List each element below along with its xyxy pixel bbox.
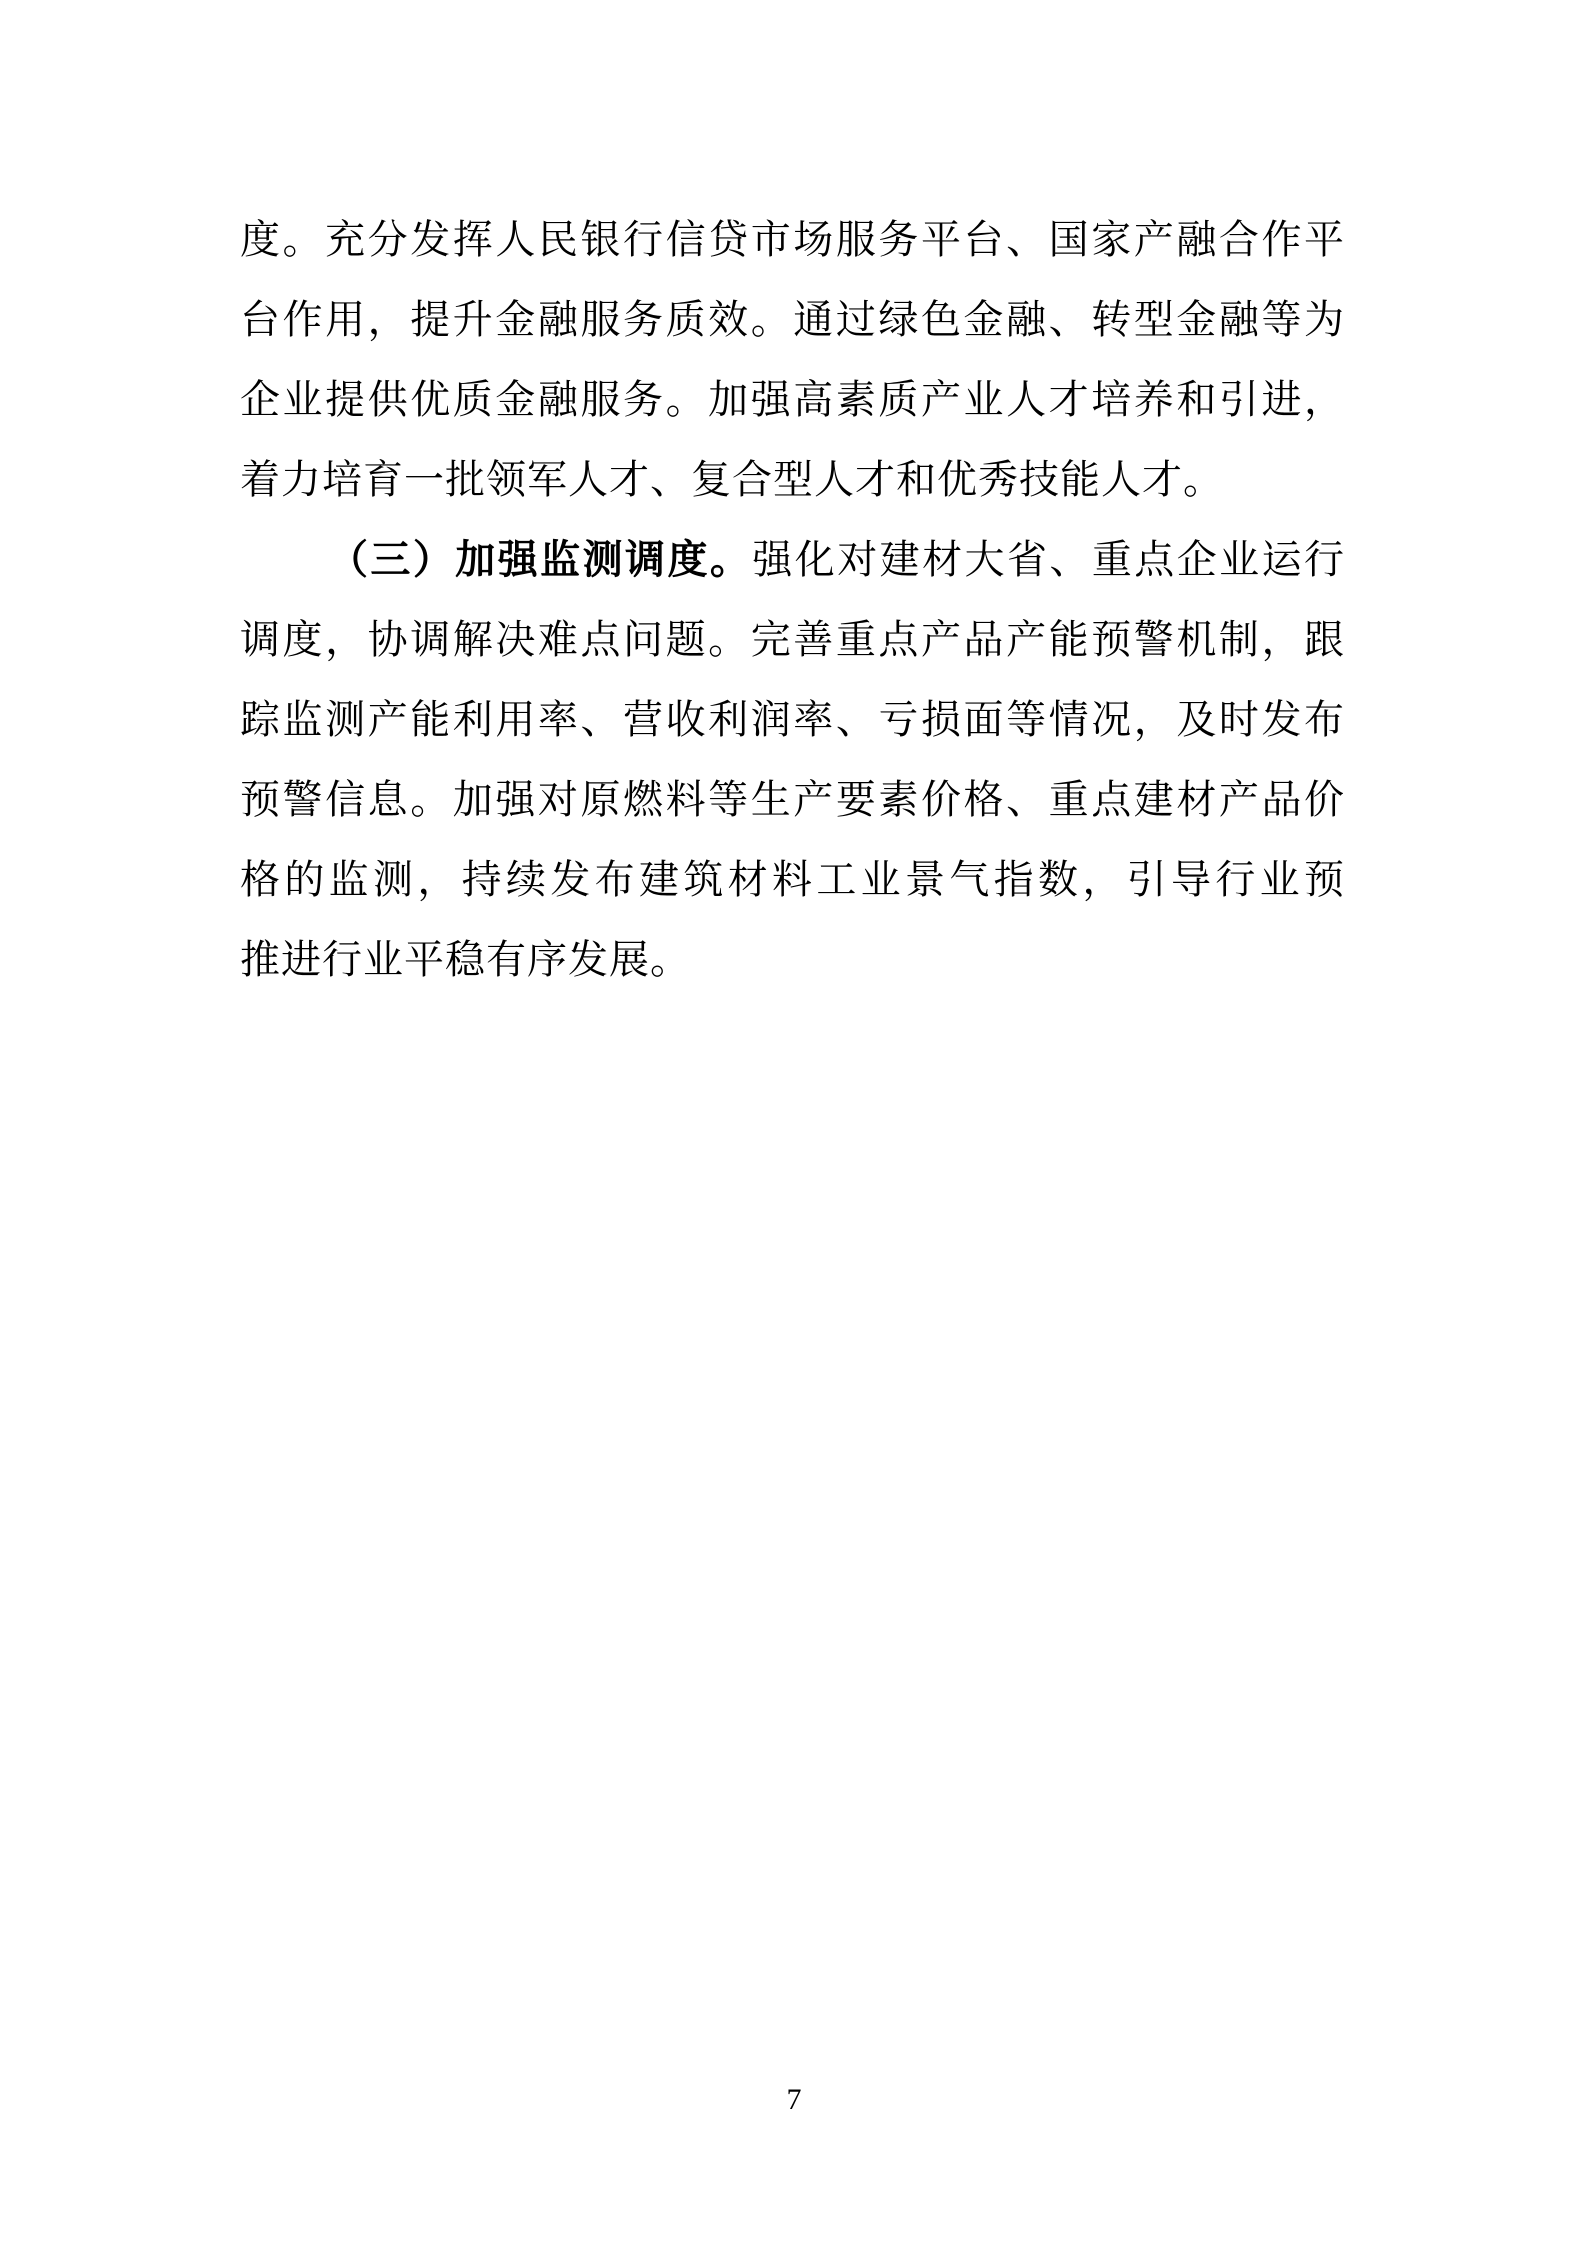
text-line [240,600,1345,680]
line-text: 调度，协调解决难点问题。完善重点产品产能预警机制，跟 [240,617,1345,662]
text-line [240,920,1345,1000]
page-number: 7 [786,2083,802,2116]
line-text: 强化对建材大省、重点企业运行 [752,537,1345,582]
text-line [240,760,1345,840]
line-text: 推进行业平稳有序发展。 [240,937,691,982]
line-text: 度。充分发挥人民银行信贷市场服务平台、国家产融合作平 [240,217,1345,262]
text-line [240,280,1345,360]
text-line [240,520,1345,600]
line-text: 着力培育一批领军人才、复合型人才和优秀技能人才。 [240,457,1224,502]
line-text: 踪监测产能利用率、营收利润率、亏损面等情况，及时发布 [240,697,1345,742]
text-line [240,360,1345,440]
text-line [240,680,1345,760]
document-body [240,200,1345,1000]
line-text: 格的监测，持续发布建筑材料工业景气指数，引导行业预 [240,857,1345,902]
text-line [240,440,1345,520]
line-text: 台作用，提升金融服务质效。通过绿色金融、转型金融等为 [240,297,1345,342]
paragraph-heading: （三）加强监测调度。 [328,537,753,582]
text-line [240,840,1345,920]
text-line [240,200,1345,280]
line-text: 预警信息。加强对原燃料等生产要素价格、重点建材产品价 [240,777,1345,822]
line-text: 企业提供优质金融服务。加强高素质产业人才培养和引进， [240,377,1345,422]
